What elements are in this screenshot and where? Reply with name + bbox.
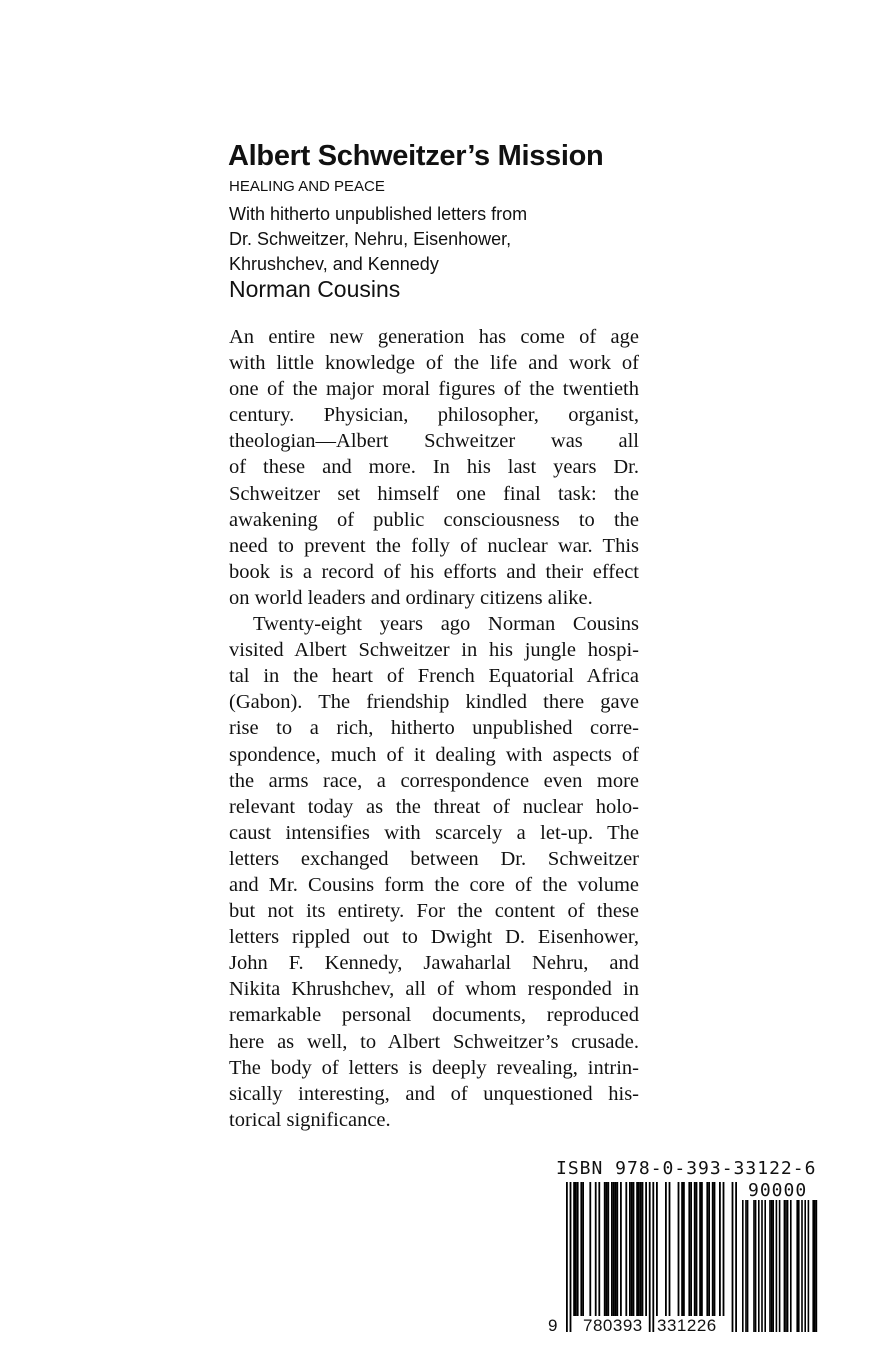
barcode-bar (598, 1182, 600, 1316)
barcode-addon-bar (771, 1200, 773, 1332)
barcode-bar (625, 1182, 627, 1316)
isbn-label: ISBN 978-0-393-33122-6 (556, 1158, 817, 1179)
ean-right-digits: 331226 (657, 1316, 717, 1335)
barcode-bar (640, 1182, 642, 1316)
blurb-line: spondence, much of it dealing with aspects of (229, 743, 639, 766)
barcode-bar (696, 1182, 698, 1316)
barcode-icon (560, 1182, 826, 1332)
barcode-addon-bar (808, 1200, 810, 1332)
barcode-bar (611, 1182, 613, 1316)
blurb-paragraph-1 (229, 324, 639, 611)
blurb-line: one of the major moral figures of the twentieth (229, 378, 639, 401)
blurb-line: Nikita Khrushchev, all of whom responded in (229, 978, 639, 1001)
blurb-line: Twenty-eight years ago Norman Cousins (253, 613, 639, 636)
blurb-line: (Gabon). The friendship kindled there gave (229, 691, 639, 714)
blurb-line: visited Albert Schweitzer in his jungle hospi- (229, 639, 639, 662)
barcode-bar (580, 1182, 582, 1316)
barcode-addon-bar (745, 1200, 747, 1332)
barcode-bar (615, 1182, 617, 1316)
barcode-addon-bar (814, 1200, 816, 1332)
barcode-bar (701, 1182, 703, 1316)
blurb-line: tal in the heart of French Equatorial Africa (229, 665, 639, 688)
barcode-addon-bar (785, 1200, 787, 1332)
barcode-addon-bar (796, 1200, 798, 1332)
blurb-line: Schweitzer set himself one final task: the (229, 482, 639, 505)
blurb-paragraph-2 (229, 611, 639, 1133)
blurb-line: need to prevent the folly of nuclear war. This (229, 534, 639, 557)
blurb-line: here as well, to Albert Schweitzer’s crusade. (229, 1030, 639, 1053)
blurb-line: century. Physician, philosopher, organist, (229, 404, 639, 427)
barcode-bar (708, 1182, 710, 1316)
barcode-bar (631, 1182, 633, 1316)
blurb-line: An entire new generation has come of age (229, 326, 639, 348)
barcode-bar (669, 1182, 671, 1316)
barcode-addon-bar (790, 1200, 792, 1332)
intro-line: With hitherto unpublished letters from (229, 204, 528, 224)
barcode-addon-bar (804, 1200, 806, 1332)
barcode-bar (714, 1182, 716, 1316)
barcode-bar (575, 1182, 577, 1316)
barcode-addon-bar (776, 1200, 778, 1332)
barcode-bar (649, 1182, 651, 1332)
barcode-addon-bar (798, 1200, 800, 1332)
barcode-addon-bar (772, 1200, 774, 1332)
barcode-bar (690, 1182, 692, 1316)
barcode-addon-bar (747, 1200, 749, 1332)
blurb-line: on world leaders and ordinary citizens alike. (229, 586, 593, 609)
blurb-line: sically interesting, and of unquestioned his- (229, 1082, 639, 1105)
barcode-bar (629, 1182, 631, 1316)
barcode-bar (589, 1182, 591, 1316)
barcode-bar (699, 1182, 701, 1316)
barcode-bar (573, 1182, 575, 1316)
barcode-bar (719, 1182, 721, 1316)
book-subtitle: HEALING AND PEACE (229, 178, 385, 195)
barcode-addon-bar (764, 1200, 766, 1332)
barcode-bar (665, 1182, 667, 1316)
blurb-line: letters exchanged between Dr. Schweitzer (229, 847, 639, 870)
barcode-addon-bar (758, 1200, 760, 1332)
blurb-line: torical significance. (229, 1108, 391, 1131)
barcode-bar (683, 1182, 685, 1316)
blurb-line: letters rippled out to Dwight D. Eisenhower, (229, 926, 639, 949)
barcode-bar (735, 1182, 737, 1332)
barcode-bar (606, 1182, 608, 1316)
blurb-line: and Mr. Cousins form the core of the volume (229, 873, 639, 896)
barcode-bar (723, 1182, 725, 1316)
blurb (229, 324, 639, 1133)
price-code: 90000 (748, 1180, 808, 1201)
ean-first-digit: 9 (548, 1316, 558, 1335)
book-title: Albert Schweitzer’s Mission (228, 140, 604, 172)
barcode-bar (582, 1182, 584, 1316)
barcode-addon-bar (742, 1200, 744, 1332)
barcode-addon-bar (787, 1200, 789, 1332)
blurb-line: with little knowledge of the life and work of (229, 352, 639, 375)
barcode-bar (577, 1182, 579, 1316)
blurb-line: The body of letters is deeply revealing, intrin- (229, 1056, 639, 1079)
barcode-bar (694, 1182, 696, 1316)
blurb-line: of these and more. In his last years Dr. (229, 456, 639, 479)
barcode-addon-bar (816, 1200, 818, 1332)
barcode-addon-bar (784, 1200, 786, 1332)
barcode-addon-bar (801, 1200, 803, 1332)
barcode-bar (656, 1182, 658, 1316)
barcode-bar (613, 1182, 615, 1316)
blurb-line: rise to a rich, hitherto unpublished corre- (229, 717, 639, 740)
barcode-bar (604, 1182, 606, 1316)
barcode-bar (645, 1182, 647, 1316)
barcode-addon-bar (753, 1200, 755, 1332)
barcode-bar (678, 1182, 680, 1316)
blurb-line: caust intensifies with scarcely a let-up. The (229, 821, 639, 844)
barcode-bar (681, 1182, 683, 1316)
barcode-bar (595, 1182, 597, 1316)
blurb-line: remarkable personal documents, reproduced (229, 1004, 639, 1027)
barcode-bar (732, 1182, 734, 1332)
barcode-bar (642, 1182, 644, 1316)
blurb-line: book is a record of his efforts and their effect (229, 560, 639, 583)
barcode-bar (566, 1182, 568, 1332)
barcode-bar (616, 1182, 618, 1316)
barcode-bar (636, 1182, 638, 1316)
barcode-bar (570, 1182, 572, 1332)
barcode-addon-bar (779, 1200, 781, 1332)
intro-text (229, 202, 649, 277)
blurb-line: but not its entirety. For the content of these (229, 900, 639, 923)
barcode-addon-bar (755, 1200, 757, 1332)
barcode-bar (633, 1182, 635, 1316)
barcode-bar (607, 1182, 609, 1316)
intro-line: Khrushchev, and Kennedy (229, 254, 439, 274)
blurb-line: awakening of public consciousness to the (229, 508, 639, 531)
barcode-addon-bar (769, 1200, 771, 1332)
intro-line: Dr. Schweitzer, Nehru, Eisenhower, (229, 229, 512, 249)
barcode-bar (706, 1182, 708, 1316)
barcode-bar (652, 1182, 654, 1332)
blurb-line: theologian—Albert Schweitzer was all (229, 430, 639, 453)
author-name: Norman Cousins (229, 276, 401, 302)
ean-left-digits: 780393 (583, 1316, 643, 1335)
barcode-bar (638, 1182, 640, 1316)
barcode-bar (620, 1182, 622, 1316)
blurb-line: John F. Kennedy, Jawaharlal Nehru, and (229, 952, 639, 975)
barcode-bar (712, 1182, 714, 1316)
barcode-addon-bar (761, 1200, 763, 1332)
blurb-line: the arms race, a correspondence even more (229, 769, 639, 792)
blurb-line: relevant today as the threat of nuclear holo- (229, 795, 639, 818)
barcode-addon-bar (812, 1200, 814, 1332)
barcode-bar (688, 1182, 690, 1316)
